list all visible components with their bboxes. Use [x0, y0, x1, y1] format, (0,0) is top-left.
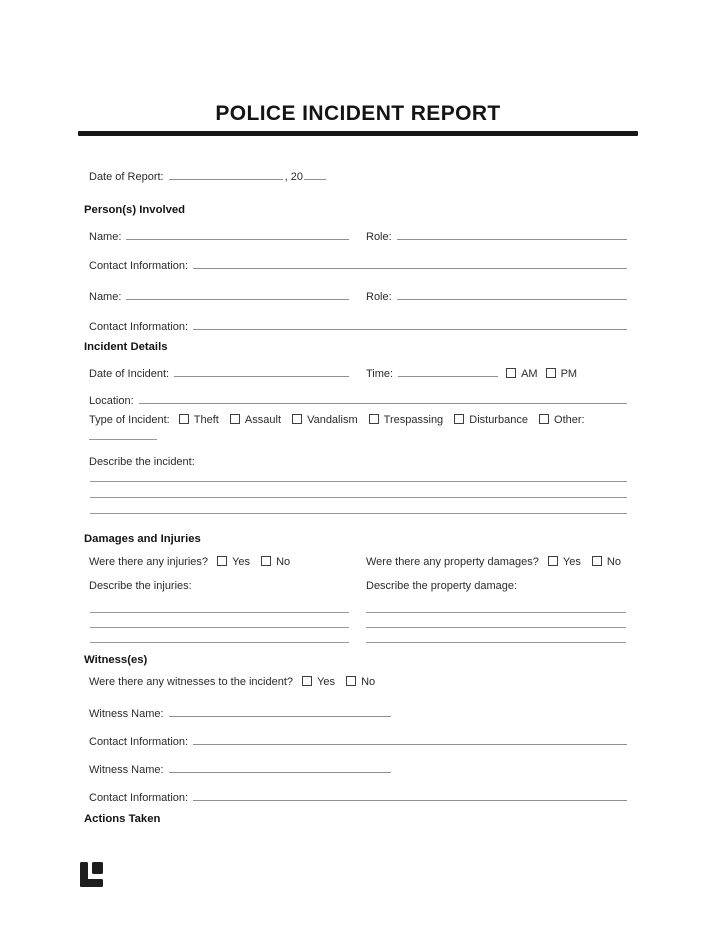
role-input-line[interactable] — [397, 227, 627, 240]
contact-information-label: Contact Information: — [89, 260, 189, 272]
name-label: Name: — [89, 231, 122, 243]
contact-information-input-line[interactable] — [193, 788, 627, 801]
describe-incident-line-1[interactable] — [90, 481, 627, 482]
describe-damage-line-1[interactable] — [366, 612, 626, 613]
describe-damage-line-3[interactable] — [366, 642, 626, 643]
other-input-line[interactable] — [89, 439, 157, 440]
am-label: AM — [521, 368, 538, 380]
checkbox-witnesses-no[interactable] — [346, 676, 356, 686]
role-label: Role: — [366, 291, 392, 303]
checkbox-damages-yes[interactable] — [548, 556, 558, 566]
contact-information-input-line[interactable] — [193, 256, 627, 269]
witness-name-input-line[interactable] — [169, 760, 391, 773]
year-input-line[interactable] — [304, 167, 326, 180]
location-row — [89, 391, 627, 407]
yes-label: Yes — [562, 556, 581, 568]
type-of-incident-label: Type of Incident: — [89, 414, 170, 426]
type-of-incident-row — [89, 414, 585, 427]
time-input-line[interactable] — [398, 364, 498, 377]
contact-information-label: Contact Information: — [89, 792, 189, 804]
date-of-incident-label: Date of Incident: — [89, 368, 170, 380]
name-input-line[interactable] — [126, 227, 349, 240]
no-label: No — [276, 556, 291, 568]
witness-name-row-2 — [89, 760, 627, 776]
checkbox-trespassing[interactable] — [369, 414, 379, 424]
property-damages-question: Were there any property damages? — [366, 556, 539, 568]
checkbox-injuries-no[interactable] — [261, 556, 271, 566]
section-heading-persons-involved: Person(s) Involved — [84, 204, 186, 216]
logo-top-square — [92, 862, 103, 874]
role-input-line[interactable] — [397, 287, 627, 300]
describe-injuries-line-1[interactable] — [90, 612, 349, 613]
type-option-assault: Assault — [244, 414, 281, 426]
location-input-line[interactable] — [139, 391, 627, 404]
checkbox-vandalism[interactable] — [292, 414, 302, 424]
describe-incident-line-3[interactable] — [90, 513, 627, 514]
contact-information-label: Contact Information: — [89, 321, 189, 333]
type-option-vandalism: Vandalism — [307, 414, 358, 426]
checkbox-assault[interactable] — [230, 414, 240, 424]
incident-date-time-row — [89, 364, 627, 380]
checkbox-damages-no[interactable] — [592, 556, 602, 566]
section-heading-incident-details: Incident Details — [84, 341, 168, 353]
time-label: Time: — [366, 368, 394, 380]
witness-contact-row-1 — [89, 732, 627, 748]
type-option-other: Other: — [554, 414, 585, 426]
section-heading-damages-injuries: Damages and Injuries — [84, 533, 201, 545]
person-row-1 — [89, 227, 627, 243]
property-damages-question-row — [366, 556, 621, 569]
checkbox-witnesses-yes[interactable] — [302, 676, 312, 686]
type-option-trespassing: Trespassing — [383, 414, 444, 426]
injuries-question: Were there any injuries? — [89, 556, 209, 568]
role-label: Role: — [366, 231, 392, 243]
checkbox-theft[interactable] — [179, 414, 189, 424]
contact-information-label: Contact Information: — [89, 736, 189, 748]
date-of-report-input-line[interactable] — [169, 167, 283, 180]
contact-information-input-line[interactable] — [193, 317, 627, 330]
legal-templates-logo-icon — [80, 862, 103, 887]
logo-bottom-bar — [80, 879, 103, 887]
location-label: Location: — [89, 395, 134, 407]
injuries-question-row — [89, 556, 290, 569]
checkbox-other[interactable] — [539, 414, 549, 424]
describe-injuries-line-2[interactable] — [90, 627, 349, 628]
checkbox-injuries-yes[interactable] — [217, 556, 227, 566]
pm-label: PM — [560, 368, 578, 380]
date-of-incident-input-line[interactable] — [174, 364, 349, 377]
no-label: No — [606, 556, 621, 568]
person-contact-row-1 — [89, 256, 627, 272]
yes-label: Yes — [317, 676, 336, 688]
describe-damage-line-2[interactable] — [366, 627, 626, 628]
name-input-line[interactable] — [126, 287, 349, 300]
year-prefix-label: , 20 — [284, 171, 303, 183]
witnesses-question: Were there any witnesses to the incident? — [89, 676, 294, 688]
witness-name-label: Witness Name: — [89, 764, 164, 776]
describe-injuries-label: Describe the injuries: — [89, 580, 192, 592]
date-of-report-row — [89, 167, 627, 183]
type-option-theft: Theft — [193, 414, 219, 426]
witness-name-row-1 — [89, 704, 627, 720]
section-heading-witnesses: Witness(es) — [84, 654, 148, 666]
title-rule — [78, 131, 638, 136]
describe-property-damage-label: Describe the property damage: — [366, 580, 518, 592]
no-label: No — [361, 676, 376, 688]
describe-incident-line-2[interactable] — [90, 497, 627, 498]
type-option-disturbance: Disturbance — [469, 414, 528, 426]
date-of-report-label: Date of Report: — [89, 171, 164, 183]
witness-name-label: Witness Name: — [89, 708, 164, 720]
contact-information-input-line[interactable] — [193, 732, 627, 745]
yes-label: Yes — [232, 556, 251, 568]
witness-name-input-line[interactable] — [169, 704, 391, 717]
person-contact-row-2 — [89, 317, 627, 333]
checkbox-disturbance[interactable] — [454, 414, 464, 424]
person-row-2 — [89, 287, 627, 303]
witness-contact-row-2 — [89, 788, 627, 804]
describe-incident-label: Describe the incident: — [89, 456, 195, 468]
witnesses-question-row — [89, 676, 375, 689]
checkbox-am[interactable] — [506, 368, 516, 378]
describe-injuries-line-3[interactable] — [90, 642, 349, 643]
name-label: Name: — [89, 291, 122, 303]
section-heading-actions-taken: Actions Taken — [84, 813, 161, 825]
page-title: POLICE INCIDENT REPORT — [215, 102, 501, 125]
checkbox-pm[interactable] — [546, 368, 556, 378]
